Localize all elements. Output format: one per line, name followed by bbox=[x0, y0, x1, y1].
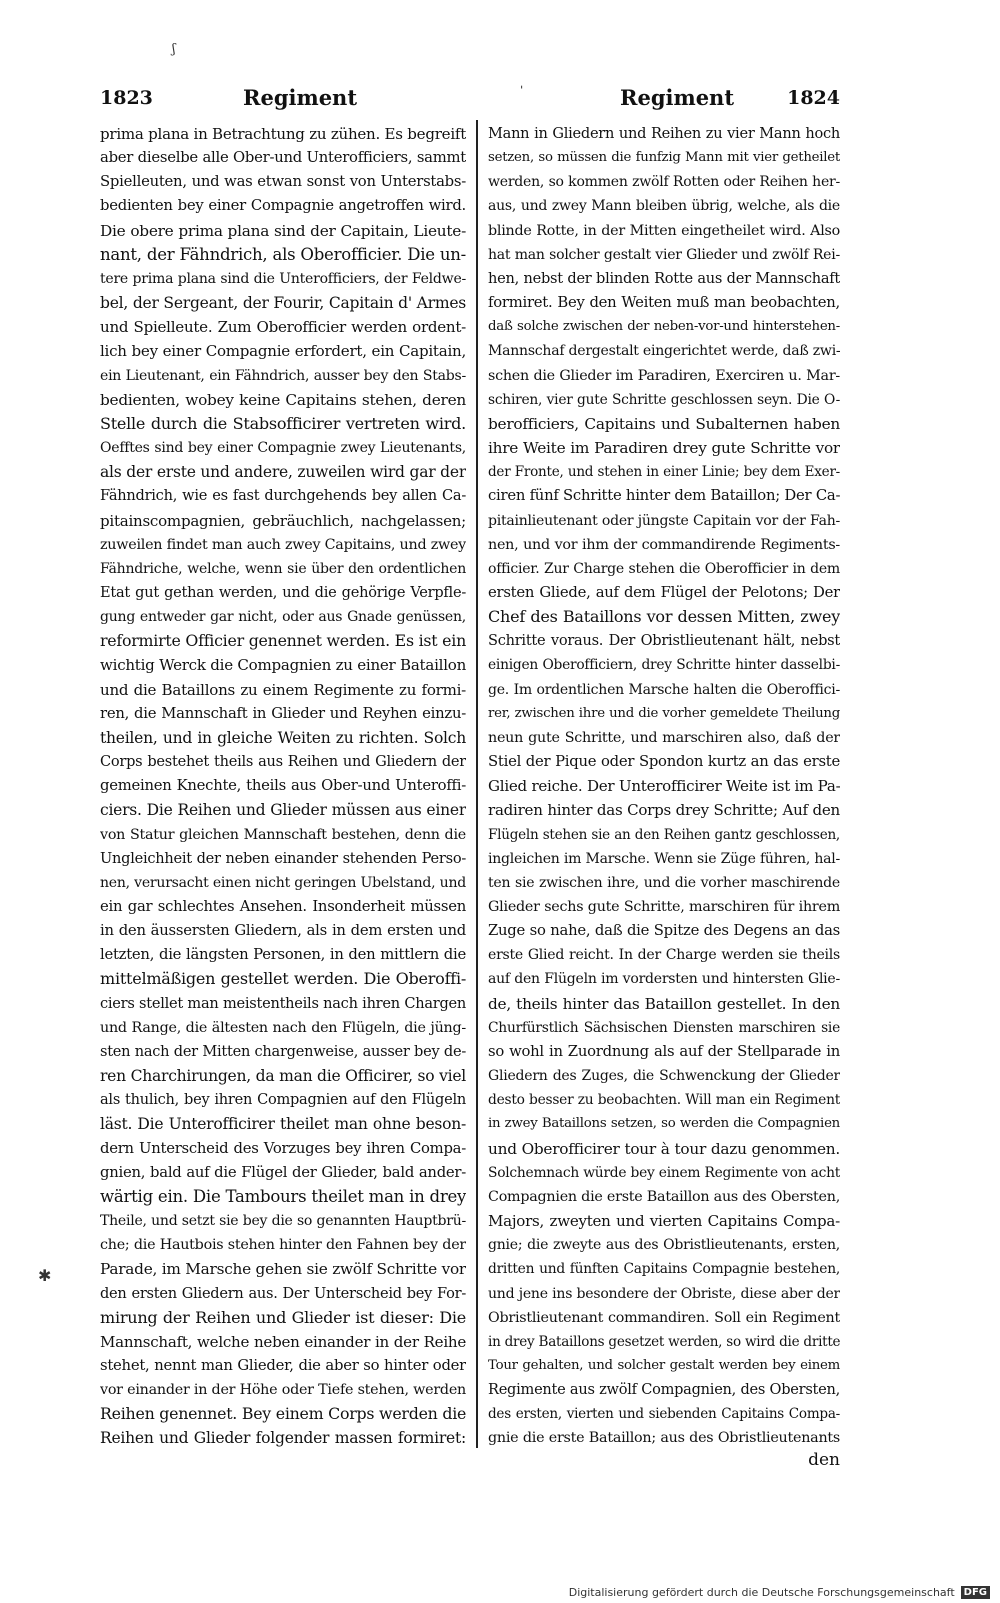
text-line: Corps bestehet theils aus Reihen und Gliedern der bbox=[100, 753, 466, 771]
text-line: Regimente aus zwölf Compagnien, des Obersten, bbox=[488, 1381, 840, 1399]
text-line: theilen, und in gleiche Weiten zu richten. Solch bbox=[100, 728, 466, 747]
text-line: des ersten, vierten und siebenden Capitains Compa- bbox=[488, 1406, 840, 1423]
text-line: ren, die Mannschaft in Glieder und Reyhen einzu- bbox=[100, 704, 466, 722]
text-line: Reihen genennet. Bey einem Corps werden die bbox=[100, 1404, 466, 1424]
text-line: Spielleuten, und was etwan sonst von Unterstabs- bbox=[100, 173, 466, 191]
text-line: gnie; die zweyte aus des Obristlieutenants, ersten, bbox=[488, 1237, 840, 1254]
text-line: rer, zwischen ihre und die vorher gemeldete Theilung bbox=[488, 705, 840, 721]
text-line: Die obere prima plana sind der Capitain, Lieute- bbox=[100, 221, 466, 240]
text-line: mittelmäßigen gestellet werden. Die Oberoffi- bbox=[100, 969, 466, 989]
text-line: in zwey Bataillons setzen, so werden die Compagnien bbox=[488, 1116, 840, 1132]
text-line: gnien, bald auf die Flügel der Glieder, bald ander- bbox=[100, 1163, 466, 1181]
text-line: Majors, zweyten und vierten Capitains Compa- bbox=[488, 1212, 840, 1231]
text-line: Churfürstlich Sächsischen Diensten marschiren sie bbox=[488, 1019, 840, 1036]
text-line: ihre Weite im Paradiren drey gute Schritte vor bbox=[488, 439, 840, 458]
page-number-right: 1824 bbox=[787, 87, 840, 109]
text-line: und jene ins besondere der Obriste, diese aber der bbox=[488, 1285, 840, 1302]
text-line: Zuge so nahe, daß die Spitze des Degens an das bbox=[488, 922, 840, 940]
text-line: so wohl in Zuordnung als auf der Stellparade in bbox=[488, 1042, 840, 1060]
text-line: Mannschaf dergestalt eingerichtet werde, daß zwi- bbox=[488, 343, 840, 360]
text-column-left bbox=[100, 122, 466, 1452]
running-head-right: Regiment bbox=[620, 85, 735, 110]
text-line: aber dieselbe alle Ober-und Unterofficiers, sammt bbox=[100, 149, 466, 167]
text-line: und Range, die ältesten nach den Flügeln, die jüng- bbox=[100, 1019, 466, 1036]
text-line: ein gar schlechtes Ansehen. Insonderheit müssen bbox=[100, 898, 466, 915]
text-line: zuweilen findet man auch zwey Capitains, und zwey bbox=[100, 536, 466, 553]
text-line: von Statur gleichen Mannschaft bestehen, denn die bbox=[100, 826, 466, 843]
text-line: in drey Bataillons gesetzet werden, so wird die dritte bbox=[488, 1333, 840, 1350]
text-line: desto besser zu beobachten. Will man ein Regiment bbox=[488, 1092, 840, 1109]
page-header bbox=[100, 84, 840, 112]
text-line: Theile, und setzt sie bey die so genannten Hauptbrü- bbox=[100, 1213, 466, 1230]
text-line: officier. Zur Charge stehen die Oberofficier in dem bbox=[488, 560, 840, 577]
text-line: gnie die erste Bataillon; aus des Obristlieutenants bbox=[488, 1430, 840, 1447]
margin-mark-left: ✱ bbox=[38, 1266, 52, 1285]
text-line: läst. Die Unterofficirer theilet man ohne beson- bbox=[100, 1115, 466, 1134]
dfg-logo: DFG bbox=[961, 1586, 990, 1599]
text-line: blinde Rotte, in der Mitten eingetheilet wird. Also bbox=[488, 222, 840, 239]
text-line: Stelle durch die Stabsofficirer vertreten wird. bbox=[100, 413, 466, 433]
text-line: als der erste und andere, zuweilen wird gar der bbox=[100, 463, 466, 482]
text-line: wärtig ein. Die Tambours theilet man in drey bbox=[100, 1186, 466, 1206]
text-line: hen, nebst der blinden Rotte aus der Mannschaft bbox=[488, 269, 840, 287]
text-line: neun gute Schritte, und marschiren also, daß der bbox=[488, 729, 840, 746]
text-line: und Spielleute. Zum Oberofficier werden ordent- bbox=[100, 318, 466, 337]
text-line: lich bey einer Compagnie erfordert, ein Capitain, bbox=[100, 342, 466, 361]
text-line: ersten Gliede, auf dem Flügel der Pelotons; Der bbox=[488, 583, 840, 601]
text-line: erste Glied reicht. In der Charge werden sie theils bbox=[488, 947, 840, 964]
text-line: und Oberofficirer tour à tour dazu genommen. bbox=[488, 1139, 840, 1158]
text-line: daß solche zwischen der neben-vor-und hinterstehen- bbox=[488, 319, 840, 335]
margin-mark-top: ʃ bbox=[172, 42, 176, 57]
text-line: Ungleichheit der neben einander stehenden Perso- bbox=[100, 849, 466, 867]
text-line: mirung der Reihen und Glieder ist dieser: Die bbox=[100, 1307, 466, 1327]
text-line: der Fronte, und stehen in einer Linie; bey dem Exer- bbox=[488, 464, 840, 481]
text-line: sten nach der Mitten chargenweise, ausser bey de- bbox=[100, 1042, 466, 1060]
catchword: den bbox=[808, 1450, 840, 1470]
text-line: auf den Flügeln im vordersten und hintersten Glie- bbox=[488, 971, 840, 988]
text-line: ren Charchirungen, da man die Officirer, so viel bbox=[100, 1067, 466, 1086]
text-line: reformirte Officier genennet werden. Es ist ein bbox=[100, 631, 466, 651]
text-line: ein Lieutenant, ein Fähndrich, ausser bey den Stabs- bbox=[100, 367, 466, 384]
text-line: ingleichen im Marsche. Wenn sie Züge führen, hal- bbox=[488, 850, 840, 867]
text-line: ciren fünf Schritte hinter dem Bataillon; Der Ca- bbox=[488, 487, 840, 505]
text-line: Mann in Gliedern und Reihen zu vier Mann hoch bbox=[488, 125, 840, 142]
text-line: stehet, nennt man Glieder, die aber so hinter oder bbox=[100, 1356, 466, 1374]
text-line: den ersten Gliedern aus. Der Unterscheid bey For- bbox=[100, 1284, 466, 1302]
text-line: Schritte voraus. Der Obristlieutenant hält, nebst bbox=[488, 632, 840, 650]
text-line: radiren hinter das Corps drey Schritte; Auf den bbox=[488, 801, 840, 820]
text-line: schiren, vier gute Schritte geschlossen seyn. Die O- bbox=[488, 391, 840, 408]
text-line: ten sie zwischen ihre, und die vorher maschirende bbox=[488, 874, 840, 891]
text-line: wichtig Werck die Compagnien zu einer Bataillon bbox=[100, 656, 466, 675]
page-number-left: 1823 bbox=[100, 87, 153, 109]
text-line: dern Unterscheid des Vorzuges bey ihren Compa- bbox=[100, 1139, 466, 1157]
text-line: tere prima plana sind die Unterofficiers, der Feldwe- bbox=[100, 270, 466, 287]
text-line: Tour gehalten, und solcher gestalt werden bey einem bbox=[488, 1357, 840, 1373]
text-line: Solchemnach würde bey einem Regimente von acht bbox=[488, 1164, 840, 1181]
text-line: gemeinen Knechte, theils aus Ober-und Unteroffi- bbox=[100, 777, 466, 795]
column-divider bbox=[476, 120, 478, 1448]
text-line: pitainscompagnien, gebräuchlich, nachgelassen; bbox=[100, 511, 466, 530]
text-line: Fähndriche, welche, wenn sie über den ordentlichen bbox=[100, 560, 466, 577]
text-line: Obristlieutenant commandiren. Soll ein Regiment bbox=[488, 1309, 840, 1326]
text-line bbox=[100, 1451, 466, 1452]
text-line: formiret. Bey den Weiten muß man beobachten, bbox=[488, 294, 840, 312]
text-line: berofficiers, Capitains und Subalternen haben bbox=[488, 414, 840, 433]
text-line: Mannschaft, welche neben einander in der Reihe bbox=[100, 1332, 466, 1351]
text-line: Glied reiche. Der Unterofficirer Weite ist im Pa- bbox=[488, 777, 840, 796]
text-line: Gliedern des Zuges, die Schwenckung der Glieder bbox=[488, 1068, 840, 1085]
running-head-left: Regiment bbox=[243, 85, 358, 110]
text-line bbox=[488, 1451, 840, 1452]
text-line: bedienten bey einer Compagnie angetroffen wird. bbox=[100, 197, 466, 215]
text-line: ge. Im ordentlichen Marsche halten die Oberoffici- bbox=[488, 681, 840, 698]
text-line: nen, und vor ihm der commandirende Regiments- bbox=[488, 536, 840, 553]
text-line: bel, der Sergeant, der Fourir, Capitain d' Armes bbox=[100, 294, 466, 313]
text-line: hat man solcher gestalt vier Glieder und zwölf Rei- bbox=[488, 246, 840, 263]
text-line: Flügeln stehen sie an den Reihen gantz geschlossen, bbox=[488, 826, 840, 843]
text-line: che; die Hautbois stehen hinter den Fahnen bey der bbox=[100, 1237, 466, 1254]
text-line: dritten und fünften Capitains Compagnie bestehen, bbox=[488, 1261, 840, 1278]
text-line: aus, und zwey Mann bleiben übrig, welche, als die bbox=[488, 198, 840, 215]
text-line: Chef des Bataillons vor dessen Mitten, zwey bbox=[488, 607, 840, 627]
text-line: in den äussersten Gliedern, als in dem ersten und bbox=[100, 922, 466, 940]
text-line: Reihen und Glieder folgender massen formiret: bbox=[100, 1429, 466, 1448]
text-line: pitainlieutenant oder jüngste Capitain vor der Fah- bbox=[488, 512, 840, 529]
print-mark: ˈ bbox=[520, 84, 524, 98]
text-line: letzten, die längsten Personen, in den mittlern die bbox=[100, 946, 466, 964]
text-line: vor einander in der Höhe oder Tiefe stehen, werden bbox=[100, 1382, 466, 1399]
text-line: als thulich, bey ihren Compagnien auf den Flügeln bbox=[100, 1091, 466, 1109]
text-line: Fähndrich, wie es fast durchgehends bey allen Ca- bbox=[100, 487, 466, 505]
footer bbox=[0, 1581, 1000, 1603]
text-line: Oefftes sind bey einer Compagnie zwey Lieutenants, bbox=[100, 440, 466, 457]
text-line: und die Bataillons zu einem Regimente zu formi- bbox=[100, 680, 466, 699]
text-column-right bbox=[488, 122, 840, 1452]
text-line: Etat gut gethan werden, und die gehörige Verpfle- bbox=[100, 583, 466, 601]
text-line: Compagnien die erste Bataillon aus des Obersten, bbox=[488, 1188, 840, 1205]
text-line: Glieder sechs gute Schritte, marschiren für ihrem bbox=[488, 899, 840, 915]
text-line: schen die Glieder im Paradiren, Exerciren u. Mar- bbox=[488, 367, 840, 384]
text-line: ciers. Die Reihen und Glieder müssen aus einer bbox=[100, 801, 466, 820]
text-line: bedienten, wobey keine Capitains stehen, deren bbox=[100, 390, 466, 409]
text-line: de, theils hinter das Bataillon gestellet. In den bbox=[488, 994, 840, 1013]
text-line: setzen, so müssen die funfzig Mann mit vier getheilet bbox=[488, 150, 840, 166]
text-line: nant, der Fähndrich, als Oberofficier. Die un- bbox=[100, 244, 466, 264]
text-line: werden, so kommen zwölf Rotten oder Reihen her- bbox=[488, 174, 840, 191]
text-line: prima plana in Betrachtung zu zühen. Es begreift bbox=[100, 125, 466, 143]
footer-credit: Digitalisierung gefördert durch die Deutsche Forschungsgemeinschaft bbox=[568, 1585, 955, 1599]
text-line: gung entweder gar nicht, oder aus Gnade genüssen, bbox=[100, 609, 466, 626]
text-line: einigen Oberofficiern, drey Schritte hinter dasselbi- bbox=[488, 657, 840, 674]
text-line: nen, verursacht einen nicht geringen Ubelstand, und bbox=[100, 874, 466, 891]
text-line: Parade, im Marsche gehen sie zwölf Schritte vor bbox=[100, 1260, 466, 1279]
text-line: Stiel der Pique oder Spondon kurtz an das erste bbox=[488, 753, 840, 771]
text-line: ciers stellet man meistentheils nach ihren Chargen bbox=[100, 994, 466, 1012]
